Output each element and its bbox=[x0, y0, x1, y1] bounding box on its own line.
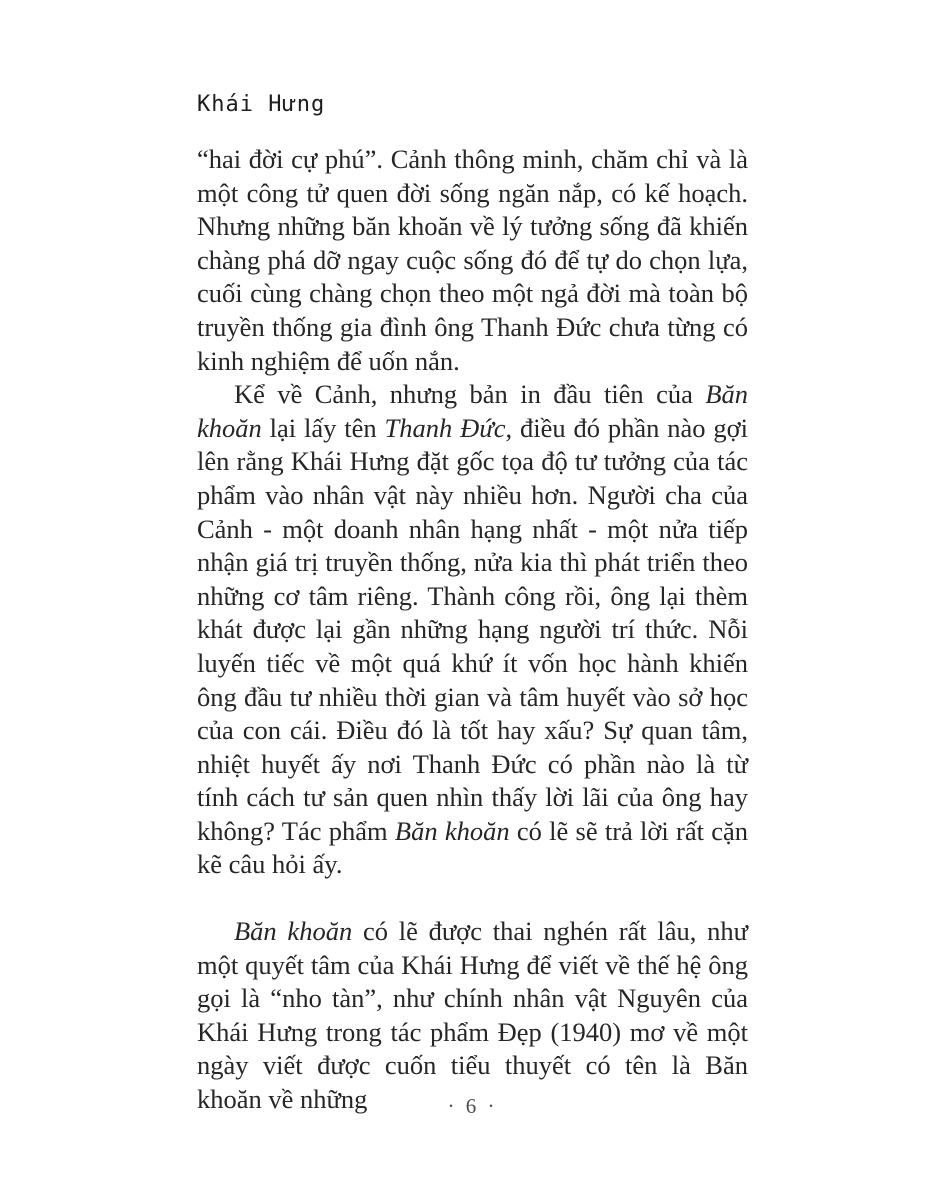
text-run: “hai đời cự phú”. Cảnh thông minh, chăm chỉ và là một công tử quen đời sống ngăn nắp, có kế hoạch. Nhưng những băn khoăn về lý tưởng sống đã khiến chàng phá dỡ ngay cuộc sống đó để tự do chọn lựa, cuối cùng chàng chọn theo một ngả đời mà toàn bộ truyền thống gia đình ông Thanh Đức chưa từng có kinh nghiệm để uốn nắn. bbox=[197, 144, 748, 376]
body-text bbox=[197, 143, 748, 1117]
italic-run: Băn khoăn bbox=[234, 916, 353, 947]
text-run: có lẽ được thai nghén rất lâu, như một quyết tâm của Khái Hưng để viết về thế hệ ông gọi là “nho tàn”, như chính nhân vật Nguyên của Khái Hưng trong tác phẩm Đẹp (1940) mơ về một ngày viết được cuốn tiểu thuyết có tên là Băn khoăn về những bbox=[197, 916, 748, 1115]
text-run: , điều đó phần nào gợi lên rằng Khái Hưng đặt gốc tọa độ tư tưởng của tác phẩm vào nhân vật này nhiều hơn. Người cha của Cảnh - một doanh nhân hạng nhất - một nửa tiếp nhận giá trị truyền thống, nửa kia thì phát triển theo những cơ tâm riêng. Thành công rồi, ông lại thèm khát được lại gần những hạng người trí thức. Nỗi luyến tiếc về một quá khứ ít vốn học hành khiến ông đầu tư nhiều thời gian và tâm huyết vào sở học của con cái. Điều đó là tốt hay xấu? Sự quan tâm, nhiệt huyết ấy nơi Thanh Đức có phần nào là từ tính cách tư sản quen nhìn thấy lời lãi của ông hay không? Tác phẩm bbox=[197, 412, 748, 846]
page-number: · 6 · bbox=[447, 1094, 498, 1118]
text-run: lại lấy tên bbox=[261, 412, 385, 443]
text-run: Kể về Cảnh, nhưng bản in đầu tiên của bbox=[234, 379, 706, 410]
running-header: Khái Hưng bbox=[197, 92, 326, 117]
italic-run: Thanh Đức bbox=[384, 412, 506, 443]
text-run: có lẽ sẽ trả lời rất cặn kẽ câu hỏi ấy. bbox=[197, 815, 749, 880]
italic-run: Băn khoăn bbox=[197, 379, 748, 443]
paragraph bbox=[197, 143, 748, 378]
paragraph bbox=[197, 378, 748, 882]
italic-run: Băn khoăn bbox=[394, 815, 510, 846]
paragraph bbox=[197, 915, 748, 1117]
